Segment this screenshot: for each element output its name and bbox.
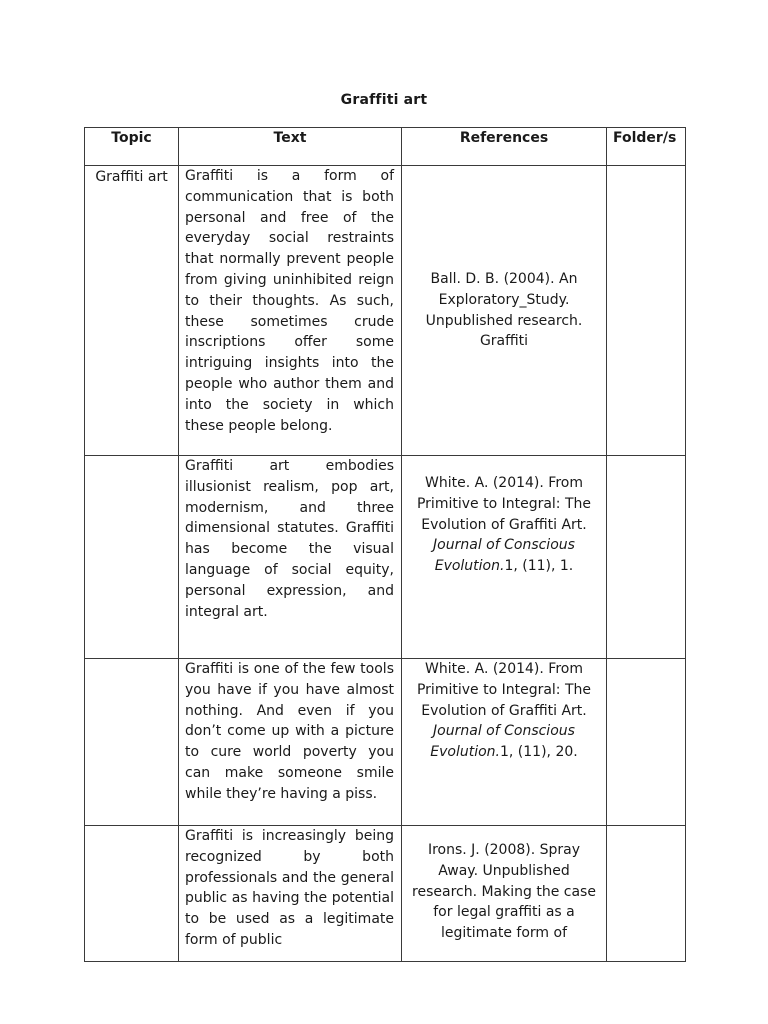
topic-cell: Graffiti art (85, 166, 179, 456)
reference-citation: White. A. (2014). From Primitive to Integral: The Evolution of Graffiti Art. (416, 475, 592, 533)
topic-cell (85, 826, 179, 962)
reference-volume: 1, (11), 20. (500, 744, 578, 761)
text-cell: Graffiti is a form of communication that is both personal and free of the everyday social restraints that normally prevent people from giving uninhibited reign to their thoughts. As such, these sometimes crude inscriptions offer some intriguing insights into the people who author them and into the society in which these people belong. (179, 166, 402, 456)
topic-cell (85, 659, 179, 826)
reference-volume: 1, (11), 1. (504, 558, 574, 575)
text-cell-content: Graffiti is increasingly being recognized by both professionals and the general public as having the potential to be used as a legitimate form of public (185, 828, 394, 947)
text-cell: Graffiti is one of the few tools you have if you have almost nothing. And even if you don’t come up with a picture to cure world poverty you can make someone smile while they’re having a piss. (179, 659, 402, 826)
text-cell (179, 826, 402, 962)
reference-cell (402, 826, 607, 962)
header-row (85, 128, 686, 166)
reference-cell (402, 659, 607, 826)
text-cell: Graffiti art embodies illusionist realism, pop art, modernism, and three dimensional statutes. Graffiti has become the visual language of social equity, personal expression, and integral art. (179, 456, 402, 659)
header-folders: Folder/s (607, 128, 686, 166)
header-text: Text (179, 128, 402, 166)
reference-journal: Journal of Conscious Evolution. (433, 537, 575, 575)
folder-cell (607, 456, 686, 659)
header-topic: Topic (85, 128, 179, 166)
reference-cell (402, 456, 607, 659)
table-row (85, 166, 686, 456)
table-row (85, 456, 686, 659)
research-table (84, 127, 686, 962)
header-references: References (402, 128, 607, 166)
folder-cell (607, 659, 686, 826)
reference-journal: Journal of Conscious Evolution. (430, 723, 575, 761)
reference-cell: Ball. D. B. (2004). An Exploratory_Study. Unpublished research. Graffiti (402, 166, 607, 456)
table-row (85, 659, 686, 826)
table-row (85, 826, 686, 962)
page-title: Graffiti art (340, 92, 428, 108)
reference-citation: Irons. J. (2008). Spray Away. Unpublished research. Making the case for legal graffiti as a legitimate form of (412, 842, 596, 942)
folder-cell (607, 826, 686, 962)
reference-citation: White. A. (2014). From Primitive to Integral: The Evolution of Graffiti Art. (416, 661, 592, 719)
topic-cell (85, 456, 179, 659)
folder-cell (607, 166, 686, 456)
